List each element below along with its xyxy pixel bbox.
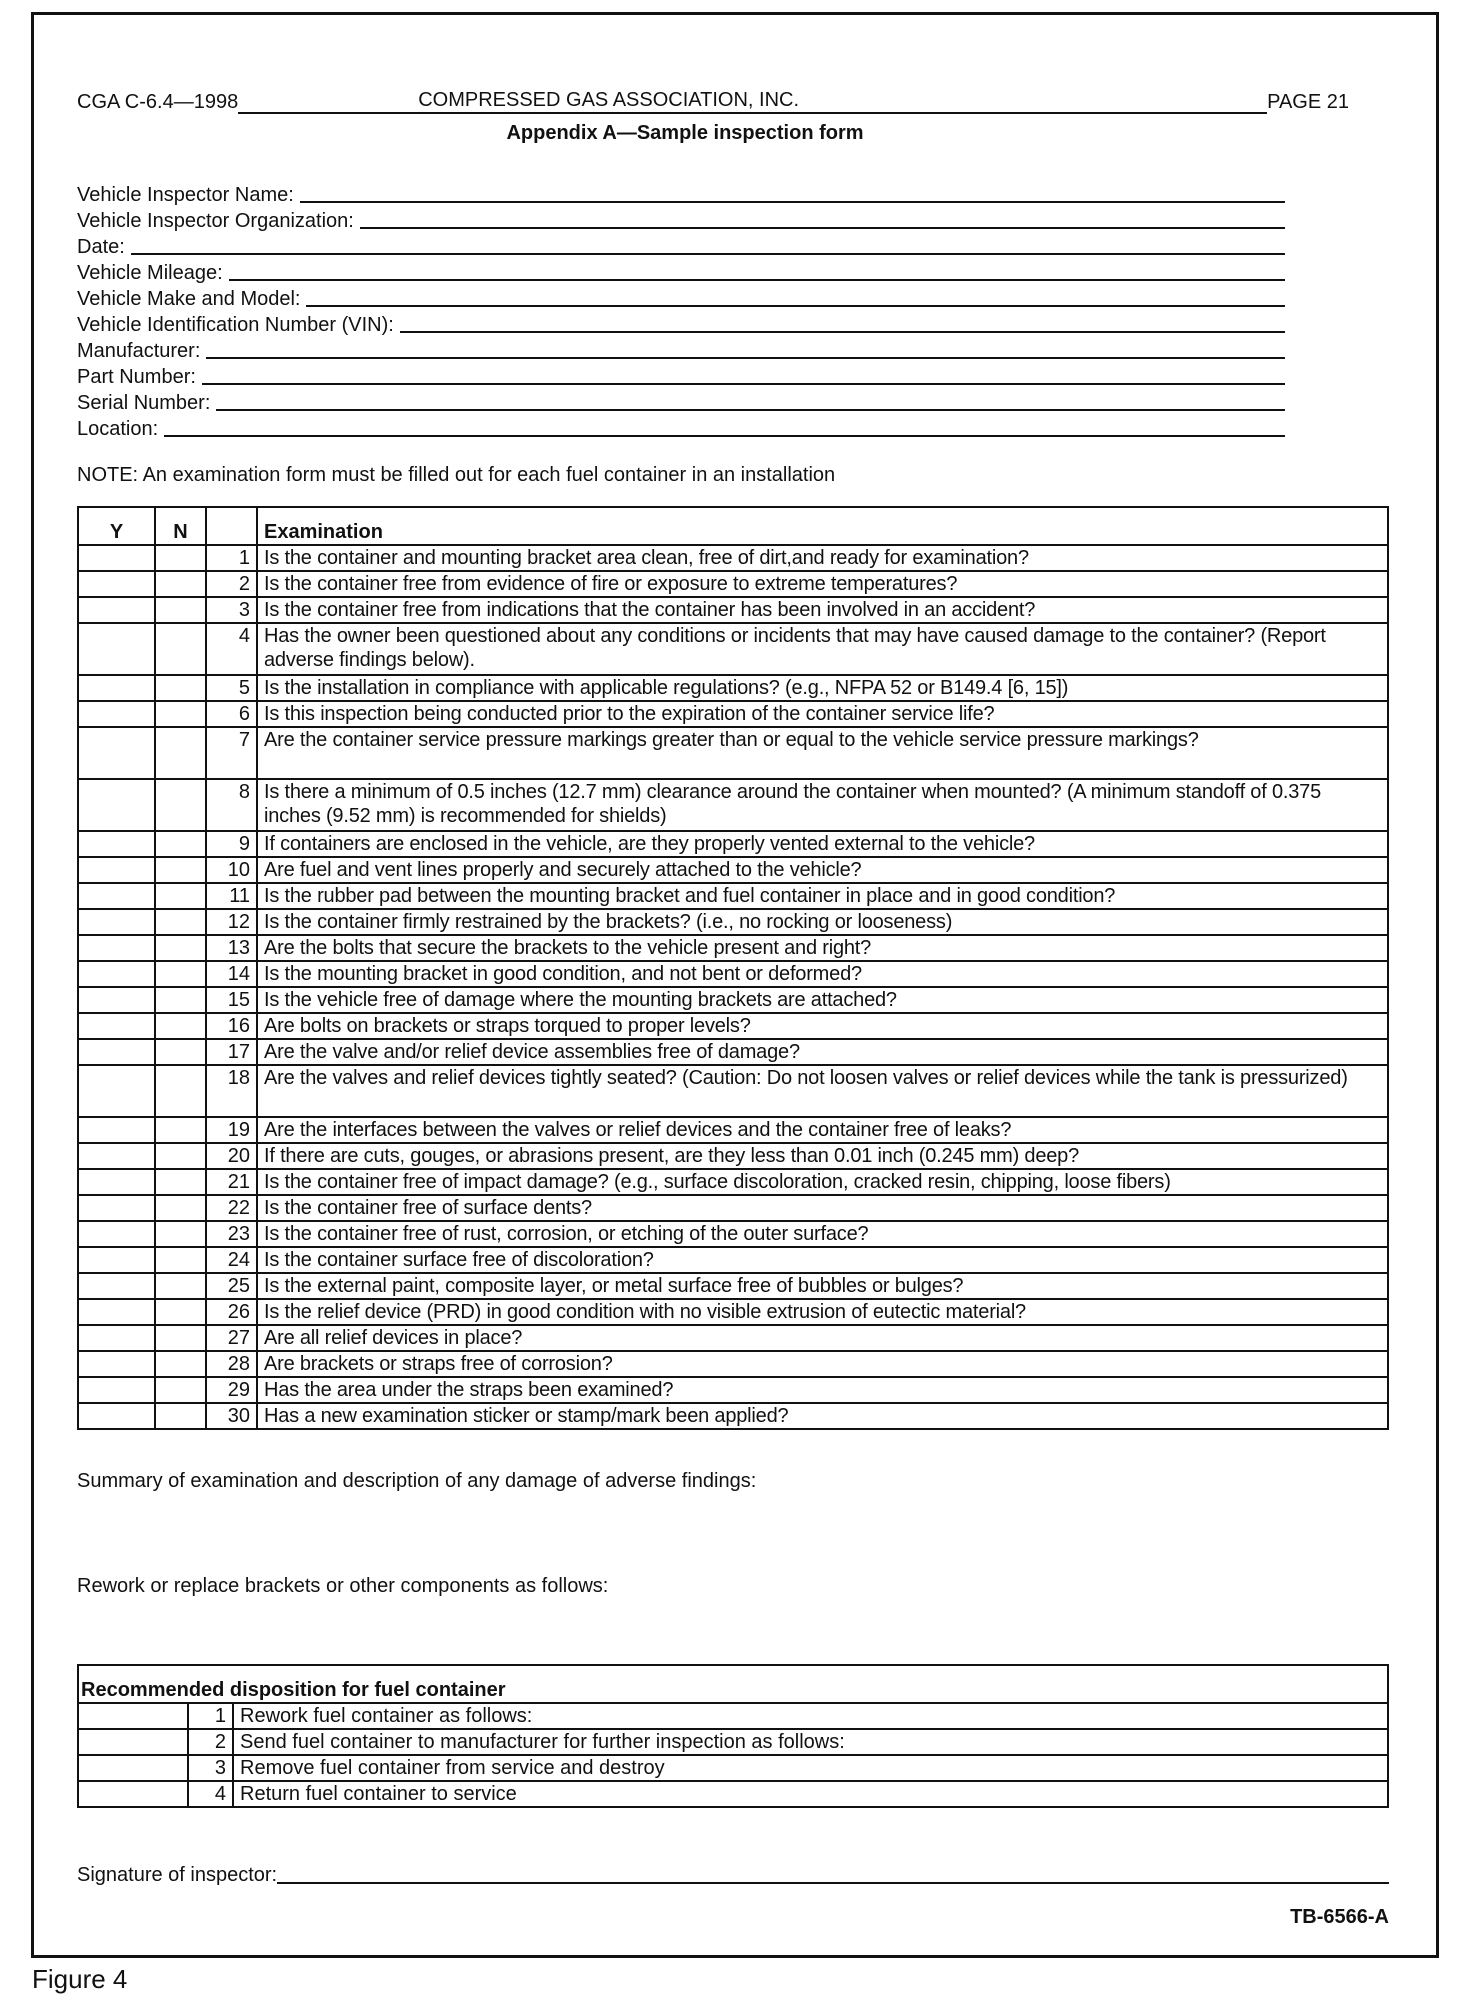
- table-row: [78, 1273, 1388, 1299]
- item-number: 8: [206, 779, 257, 831]
- yes-checkbox-cell[interactable]: [78, 1117, 155, 1143]
- yes-checkbox-cell[interactable]: [78, 987, 155, 1013]
- form-field[interactable]: [77, 414, 1285, 440]
- item-number: 29: [206, 1377, 257, 1403]
- item-number: 14: [206, 961, 257, 987]
- yes-checkbox-cell[interactable]: [78, 1065, 155, 1117]
- item-number: 25: [206, 1273, 257, 1299]
- item-number: 11: [206, 883, 257, 909]
- examination-question: Is the container free of impact damage? (e.g., surface discoloration, cracked resin, chipping, loose fibers): [257, 1169, 1388, 1195]
- disposition-check-cell[interactable]: [78, 1729, 188, 1755]
- item-number: 10: [206, 857, 257, 883]
- no-checkbox-cell[interactable]: [155, 857, 206, 883]
- no-checkbox-cell[interactable]: [155, 597, 206, 623]
- no-checkbox-cell[interactable]: [155, 961, 206, 987]
- disposition-row: [78, 1703, 1388, 1729]
- table-row: [78, 1065, 1388, 1117]
- form-title: Appendix A—Sample inspection form: [506, 122, 864, 144]
- no-checkbox-cell[interactable]: [155, 1195, 206, 1221]
- item-number: 21: [206, 1169, 257, 1195]
- examination-question: If there are cuts, gouges, or abrasions present, are they less than 0.01 inch (0.245 mm) deep?: [257, 1143, 1388, 1169]
- examination-question: Is the installation in compliance with applicable regulations? (e.g., NFPA 52 or B149.4 [6, 15]): [257, 675, 1388, 701]
- examination-question: Is this inspection being conducted prior to the expiration of the container service life?: [257, 701, 1388, 727]
- table-row: [78, 545, 1388, 571]
- table-row: [78, 701, 1388, 727]
- header-no: N: [155, 507, 206, 545]
- field-label: Date:: [77, 236, 125, 258]
- form-field[interactable]: [77, 362, 1285, 388]
- rework-label: Rework or replace brackets or other components as follows:: [77, 1575, 609, 1597]
- yes-checkbox-cell[interactable]: [78, 779, 155, 831]
- yes-checkbox-cell[interactable]: [78, 1169, 155, 1195]
- form-field[interactable]: [77, 388, 1285, 414]
- table-row: [78, 1039, 1388, 1065]
- item-number: 12: [206, 909, 257, 935]
- no-checkbox-cell[interactable]: [155, 675, 206, 701]
- disposition-row: [78, 1729, 1388, 1755]
- item-number: 1: [206, 545, 257, 571]
- form-field[interactable]: [77, 310, 1285, 336]
- yes-checkbox-cell[interactable]: [78, 1351, 155, 1377]
- no-checkbox-cell[interactable]: [155, 1299, 206, 1325]
- item-number: 18: [206, 1065, 257, 1117]
- no-checkbox-cell[interactable]: [155, 1013, 206, 1039]
- yes-checkbox-cell[interactable]: [78, 623, 155, 675]
- table-row: [78, 571, 1388, 597]
- table-row: [78, 597, 1388, 623]
- yes-checkbox-cell[interactable]: [78, 1377, 155, 1403]
- no-checkbox-cell[interactable]: [155, 1221, 206, 1247]
- field-label: Vehicle Make and Model:: [77, 288, 301, 310]
- yes-checkbox-cell[interactable]: [78, 1143, 155, 1169]
- yes-checkbox-cell[interactable]: [78, 961, 155, 987]
- no-checkbox-cell[interactable]: [155, 1247, 206, 1273]
- yes-checkbox-cell[interactable]: [78, 1013, 155, 1039]
- examination-question: Are fuel and vent lines properly and securely attached to the vehicle?: [257, 857, 1388, 883]
- page-number: PAGE 21: [1267, 91, 1349, 113]
- examination-question: Is the vehicle free of damage where the mounting brackets are attached?: [257, 987, 1388, 1013]
- no-checkbox-cell[interactable]: [155, 1169, 206, 1195]
- yes-checkbox-cell[interactable]: [78, 597, 155, 623]
- field-label: Serial Number:: [77, 392, 211, 414]
- field-label: Vehicle Mileage:: [77, 262, 223, 284]
- yes-checkbox-cell[interactable]: [78, 1039, 155, 1065]
- no-checkbox-cell[interactable]: [155, 1273, 206, 1299]
- item-number: 15: [206, 987, 257, 1013]
- no-checkbox-cell[interactable]: [155, 1065, 206, 1117]
- item-number: 19: [206, 1117, 257, 1143]
- item-number: 2: [206, 571, 257, 597]
- disposition-check-cell[interactable]: [78, 1781, 188, 1807]
- table-row: [78, 1299, 1388, 1325]
- table-row: [78, 987, 1388, 1013]
- disposition-header: Recommended disposition for fuel container: [78, 1665, 1388, 1703]
- yes-checkbox-cell[interactable]: [78, 1299, 155, 1325]
- examination-question: Is the container and mounting bracket area clean, free of dirt,and ready for examination?: [257, 545, 1388, 571]
- table-row: [78, 1247, 1388, 1273]
- yes-checkbox-cell[interactable]: [78, 935, 155, 961]
- no-checkbox-cell[interactable]: [155, 883, 206, 909]
- table-row: [78, 909, 1388, 935]
- publisher: COMPRESSED GAS ASSOCIATION, INC.: [238, 88, 1267, 114]
- header-number: [206, 507, 257, 545]
- item-number: 28: [206, 1351, 257, 1377]
- disposition-row: [78, 1781, 1388, 1807]
- item-number: 23: [206, 1221, 257, 1247]
- field-input-line[interactable]: [216, 409, 1285, 411]
- examination-question: Is the relief device (PRD) in good condition with no visible extrusion of eutectic material?: [257, 1299, 1388, 1325]
- header-yes: Y: [78, 507, 155, 545]
- field-label: Vehicle Inspector Name:: [77, 184, 294, 206]
- table-row: [78, 1377, 1388, 1403]
- no-checkbox-cell[interactable]: [155, 1351, 206, 1377]
- table-row: [78, 1221, 1388, 1247]
- form-field[interactable]: [77, 258, 1285, 284]
- examination-question: Is the rubber pad between the mounting bracket and fuel container in place and in good condition?: [257, 883, 1388, 909]
- form-field[interactable]: [77, 206, 1285, 232]
- no-checkbox-cell[interactable]: [155, 623, 206, 675]
- no-checkbox-cell[interactable]: [155, 1325, 206, 1351]
- item-number: 4: [206, 623, 257, 675]
- field-input-line[interactable]: [360, 227, 1285, 229]
- examination-question: Has the area under the straps been examined?: [257, 1377, 1388, 1403]
- table-row: [78, 1325, 1388, 1351]
- disposition-number: 4: [188, 1781, 233, 1807]
- disposition-option: Remove fuel container from service and destroy: [233, 1755, 1388, 1781]
- no-checkbox-cell[interactable]: [155, 1039, 206, 1065]
- table-row: [78, 727, 1388, 779]
- item-number: 27: [206, 1325, 257, 1351]
- inspector-fields: [77, 180, 1285, 440]
- no-checkbox-cell[interactable]: [155, 935, 206, 961]
- examination-question: Are the interfaces between the valves or relief devices and the container free of leaks?: [257, 1117, 1388, 1143]
- doc-id: CGA C-6.4—1998: [77, 91, 239, 113]
- form-field[interactable]: [77, 336, 1285, 362]
- form-field[interactable]: [77, 284, 1285, 310]
- item-number: 3: [206, 597, 257, 623]
- no-checkbox-cell[interactable]: [155, 1377, 206, 1403]
- table-row: [78, 675, 1388, 701]
- examination-question: Has a new examination sticker or stamp/mark been applied?: [257, 1403, 1388, 1429]
- yes-checkbox-cell[interactable]: [78, 1273, 155, 1299]
- yes-checkbox-cell[interactable]: [78, 701, 155, 727]
- no-checkbox-cell[interactable]: [155, 571, 206, 597]
- examination-question: Are bolts on brackets or straps torqued to proper levels?: [257, 1013, 1388, 1039]
- examination-question: Is the container free of surface dents?: [257, 1195, 1388, 1221]
- yes-checkbox-cell[interactable]: [78, 1195, 155, 1221]
- examination-question: Is the container free from indications that the container has been involved in an accident?: [257, 597, 1388, 623]
- examination-question: If containers are enclosed in the vehicle, are they properly vented external to the vehicle?: [257, 831, 1388, 857]
- yes-checkbox-cell[interactable]: [78, 857, 155, 883]
- field-input-line[interactable]: [206, 357, 1285, 359]
- field-input-line[interactable]: [400, 331, 1285, 333]
- table-row: [78, 883, 1388, 909]
- summary-label: Summary of examination and description of any damage of adverse findings:: [77, 1470, 757, 1492]
- table-row: [78, 857, 1388, 883]
- item-number: 30: [206, 1403, 257, 1429]
- examination-question: Has the owner been questioned about any conditions or incidents that may have caused damage to the container? (Report adverse findings below).: [257, 623, 1388, 675]
- item-number: 9: [206, 831, 257, 857]
- disposition-number: 1: [188, 1703, 233, 1729]
- yes-checkbox-cell[interactable]: [78, 1247, 155, 1273]
- field-input-line[interactable]: [306, 305, 1285, 307]
- yes-checkbox-cell[interactable]: [78, 1403, 155, 1429]
- disposition-number: 3: [188, 1755, 233, 1781]
- no-checkbox-cell[interactable]: [155, 987, 206, 1013]
- form-field[interactable]: [77, 180, 1285, 206]
- no-checkbox-cell[interactable]: [155, 727, 206, 779]
- no-checkbox-cell[interactable]: [155, 1117, 206, 1143]
- table-row: [78, 1013, 1388, 1039]
- disposition-option: Return fuel container to service: [233, 1781, 1388, 1807]
- disposition-check-cell[interactable]: [78, 1755, 188, 1781]
- item-number: 6: [206, 701, 257, 727]
- examination-question: Is the container free of rust, corrosion, or etching of the outer surface?: [257, 1221, 1388, 1247]
- table-row: [78, 1195, 1388, 1221]
- yes-checkbox-cell[interactable]: [78, 831, 155, 857]
- item-number: 20: [206, 1143, 257, 1169]
- field-input-line[interactable]: [202, 383, 1285, 385]
- item-number: 24: [206, 1247, 257, 1273]
- no-checkbox-cell[interactable]: [155, 1143, 206, 1169]
- disposition-table: [77, 1664, 1389, 1808]
- page-header: [77, 88, 1349, 114]
- header-examination: Examination: [257, 507, 1388, 545]
- item-number: 26: [206, 1299, 257, 1325]
- examination-question: Is the container free from evidence of fire or exposure to extreme temperatures?: [257, 571, 1388, 597]
- table-header-row: [78, 507, 1388, 545]
- no-checkbox-cell[interactable]: [155, 909, 206, 935]
- examination-question: Are all relief devices in place?: [257, 1325, 1388, 1351]
- no-checkbox-cell[interactable]: [155, 545, 206, 571]
- examination-question: Are the container service pressure markings greater than or equal to the vehicle service pressure markings?: [257, 727, 1388, 779]
- yes-checkbox-cell[interactable]: [78, 1325, 155, 1351]
- disposition-number: 2: [188, 1729, 233, 1755]
- signature-label: Signature of inspector:: [77, 1864, 278, 1886]
- field-label: Vehicle Identification Number (VIN):: [77, 314, 394, 336]
- disposition-option: Rework fuel container as follows:: [233, 1703, 1388, 1729]
- yes-checkbox-cell[interactable]: [78, 675, 155, 701]
- examination-question: Are the bolts that secure the brackets to the vehicle present and right?: [257, 935, 1388, 961]
- examination-question: Are the valves and relief devices tightly seated? (Caution: Do not loosen valves or relief devices while the tank is pressurized): [257, 1065, 1388, 1117]
- examination-question: Is the external paint, composite layer, or metal surface free of bubbles or bulges?: [257, 1273, 1388, 1299]
- field-label: Part Number:: [77, 366, 196, 388]
- no-checkbox-cell[interactable]: [155, 701, 206, 727]
- disposition-row: [78, 1755, 1388, 1781]
- note: NOTE: An examination form must be filled out for each fuel container in an installation: [77, 464, 836, 486]
- disposition-check-cell[interactable]: [78, 1703, 188, 1729]
- yes-checkbox-cell[interactable]: [78, 571, 155, 597]
- yes-checkbox-cell[interactable]: [78, 1221, 155, 1247]
- table-row: [78, 1143, 1388, 1169]
- field-label: Manufacturer:: [77, 340, 201, 362]
- yes-checkbox-cell[interactable]: [78, 909, 155, 935]
- table-row: [78, 831, 1388, 857]
- no-checkbox-cell[interactable]: [155, 831, 206, 857]
- signature-line[interactable]: [277, 1882, 1389, 1884]
- figure-caption: Figure 4: [32, 1964, 128, 1994]
- examination-question: Are brackets or straps free of corrosion?: [257, 1351, 1388, 1377]
- examination-question: Is the mounting bracket in good condition, and not bent or deformed?: [257, 961, 1388, 987]
- no-checkbox-cell[interactable]: [155, 1403, 206, 1429]
- table-row: [78, 961, 1388, 987]
- table-row: [78, 779, 1388, 831]
- form-field[interactable]: [77, 232, 1285, 258]
- signature-field[interactable]: [77, 1864, 1389, 1887]
- doc-code: TB-6566-A: [1290, 1906, 1389, 1928]
- table-row: [78, 623, 1388, 675]
- item-number: 22: [206, 1195, 257, 1221]
- yes-checkbox-cell[interactable]: [78, 727, 155, 779]
- table-row: [78, 935, 1388, 961]
- field-input-line[interactable]: [229, 279, 1285, 281]
- table-row: [78, 1351, 1388, 1377]
- no-checkbox-cell[interactable]: [155, 779, 206, 831]
- item-number: 13: [206, 935, 257, 961]
- field-label: Vehicle Inspector Organization:: [77, 210, 354, 232]
- item-number: 7: [206, 727, 257, 779]
- table-row: [78, 1117, 1388, 1143]
- examination-table: [77, 506, 1389, 1430]
- field-input-line[interactable]: [300, 201, 1285, 203]
- yes-checkbox-cell[interactable]: [78, 883, 155, 909]
- field-input-line[interactable]: [164, 435, 1285, 437]
- item-number: 5: [206, 675, 257, 701]
- examination-question: Is the container firmly restrained by the brackets? (i.e., no rocking or looseness): [257, 909, 1388, 935]
- field-input-line[interactable]: [131, 253, 1285, 255]
- examination-question: Is the container surface free of discoloration?: [257, 1247, 1388, 1273]
- item-number: 16: [206, 1013, 257, 1039]
- field-label: Location:: [77, 418, 159, 440]
- yes-checkbox-cell[interactable]: [78, 545, 155, 571]
- table-row: [78, 1403, 1388, 1429]
- disposition-option: Send fuel container to manufacturer for further inspection as follows:: [233, 1729, 1388, 1755]
- examination-question: Are the valve and/or relief device assemblies free of damage?: [257, 1039, 1388, 1065]
- item-number: 17: [206, 1039, 257, 1065]
- examination-question: Is there a minimum of 0.5 inches (12.7 mm) clearance around the container when mounted? (A minimum standoff of 0.375 inches (9.52 mm) is recommended for shields): [257, 779, 1388, 831]
- table-row: [78, 1169, 1388, 1195]
